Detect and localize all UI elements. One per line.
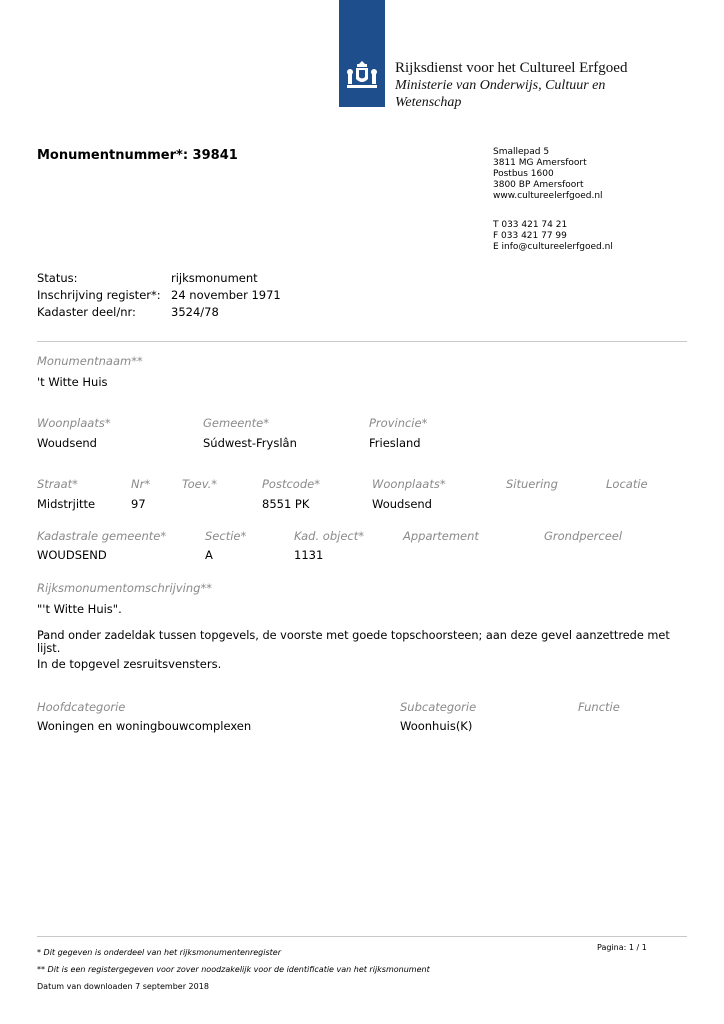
locatie-label: Locatie bbox=[606, 477, 648, 491]
address-fax: F 033 421 77 99 bbox=[493, 231, 567, 241]
address-pobox: Postbus 1600 bbox=[493, 169, 554, 179]
footer-divider bbox=[37, 936, 687, 937]
subcategorie-value: Woonhuis(K) bbox=[400, 719, 473, 733]
footnote-1: * Dit gegeven is onderdeel van het rijksmonumentenregister bbox=[37, 948, 281, 957]
postcode-label: Postcode* bbox=[262, 477, 320, 491]
ministry-name-line1: Ministerie van Onderwijs, Cultuur en bbox=[395, 78, 606, 93]
divider bbox=[37, 341, 687, 342]
org-name: Rijksdienst voor het Cultureel Erfgoed bbox=[395, 60, 628, 76]
status-label: Status: bbox=[37, 271, 78, 285]
straat-value: Midstrjitte bbox=[37, 497, 96, 511]
straat-label: Straat* bbox=[37, 477, 78, 491]
woonplaats2-label: Woonplaats* bbox=[372, 477, 446, 491]
woonplaats2-value: Woudsend bbox=[372, 497, 432, 511]
register-value: 24 november 1971 bbox=[171, 288, 281, 302]
monument-number: Monumentnummer*: 39841 bbox=[37, 148, 238, 163]
kadastrale-gemeente-value: WOUDSEND bbox=[37, 548, 107, 562]
provincie-label: Provincie* bbox=[369, 416, 428, 430]
coat-of-arms-icon bbox=[343, 58, 381, 94]
kadaster-value: 3524/78 bbox=[171, 305, 219, 319]
appartement-label: Appartement bbox=[403, 529, 479, 543]
monument-name-label: Monumentnaam** bbox=[37, 354, 143, 368]
provincie-value: Friesland bbox=[369, 436, 421, 450]
kadastrale-gemeente-label: Kadastrale gemeente* bbox=[37, 529, 167, 543]
grondperceel-label: Grondperceel bbox=[544, 529, 623, 543]
download-date: Datum van downloaden 7 september 2018 bbox=[37, 982, 209, 991]
description-paragraph: "'t Witte Huis". bbox=[37, 602, 122, 616]
address-web-link[interactable]: www.cultureelerfgoed.nl bbox=[493, 191, 603, 201]
gemeente-value: Súdwest-Fryslân bbox=[203, 436, 297, 450]
address-email-link[interactable]: E info@cultureelerfgoed.nl bbox=[493, 242, 613, 252]
description-paragraph: In de topgevel zesruitsvensters. bbox=[37, 657, 222, 671]
nr-value: 97 bbox=[131, 497, 146, 511]
postcode-value: 8551 PK bbox=[262, 497, 310, 511]
description-paragraph: Pand onder zadeldak tussen topgevels, de voorste met goede topschoorsteen; aan deze gevel aanzettrede met lijst. bbox=[37, 629, 670, 655]
ministry-name-line2: Wetenschap bbox=[395, 95, 462, 110]
hoofdcategorie-label: Hoofdcategorie bbox=[37, 700, 126, 714]
status-value: rijksmonument bbox=[171, 271, 258, 285]
monument-name-value: 't Witte Huis bbox=[37, 375, 108, 389]
register-label: Inschrijving register*: bbox=[37, 288, 161, 302]
toev-label: Toev.* bbox=[182, 477, 217, 491]
nr-label: Nr* bbox=[131, 477, 151, 491]
kad-object-label: Kad. object* bbox=[294, 529, 364, 543]
address-postal: 3811 MG Amersfoort bbox=[493, 158, 587, 168]
subcategorie-label: Subcategorie bbox=[400, 700, 477, 714]
description-label: Rijksmonumentomschrijving** bbox=[37, 581, 212, 595]
address-phone: T 033 421 74 21 bbox=[493, 220, 568, 230]
gemeente-label: Gemeente* bbox=[203, 416, 269, 430]
footnote-2: ** Dit is een registergegeven voor zover noodzakelijk voor de identificatie van het rijksmonument bbox=[37, 965, 430, 974]
address-pobox-postal: 3800 BP Amersfoort bbox=[493, 180, 584, 190]
situering-label: Situering bbox=[506, 477, 558, 491]
woonplaats-label: Woonplaats* bbox=[37, 416, 111, 430]
kadaster-label: Kadaster deel/nr: bbox=[37, 305, 136, 319]
woonplaats-value: Woudsend bbox=[37, 436, 97, 450]
address-street: Smallepad 5 bbox=[493, 147, 550, 157]
functie-label: Functie bbox=[578, 700, 620, 714]
kad-object-value: 1131 bbox=[294, 548, 324, 562]
page-number: Pagina: 1 / 1 bbox=[597, 943, 647, 952]
sectie-value: A bbox=[205, 548, 213, 562]
sectie-label: Sectie* bbox=[205, 529, 247, 543]
hoofdcategorie-value: Woningen en woningbouwcomplexen bbox=[37, 719, 252, 733]
logo-bar bbox=[339, 0, 385, 107]
